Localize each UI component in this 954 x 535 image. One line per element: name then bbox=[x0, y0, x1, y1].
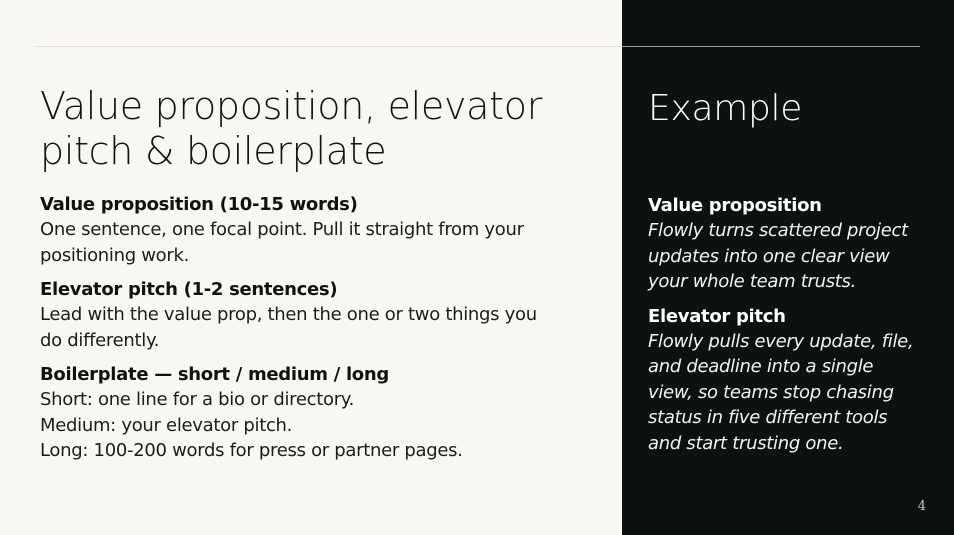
section-text: One sentence, one focal point. Pull it straight from your bbox=[40, 219, 524, 240]
example-title: Example bbox=[648, 88, 803, 129]
section-heading: Boilerplate — short / medium / long bbox=[40, 364, 389, 385]
example-heading: Value proposition bbox=[648, 195, 822, 216]
example-list bbox=[648, 193, 938, 465]
slide-title-line: Value proposition, elevator bbox=[40, 84, 543, 128]
example-text: and start trusting one. bbox=[648, 432, 844, 454]
example-text: view, so teams stop chasing bbox=[648, 381, 894, 403]
example-text: your whole team trusts. bbox=[648, 271, 857, 292]
section-text: Long: 100-200 words for press or partner pages. bbox=[40, 440, 463, 461]
slide-title-line: pitch & boilerplate bbox=[40, 129, 387, 173]
slide-title bbox=[40, 84, 600, 174]
example-text: status in five different tools bbox=[648, 407, 888, 428]
section-heading: Elevator pitch (1-2 sentences) bbox=[40, 279, 338, 300]
section-heading: Value proposition (10-15 words) bbox=[40, 194, 358, 215]
section-boilerplate bbox=[40, 362, 600, 464]
top-divider-left bbox=[34, 46, 622, 47]
example-heading: Elevator pitch bbox=[648, 305, 786, 327]
section-text: Medium: your elevator pitch. bbox=[40, 414, 293, 436]
section-text: positioning work. bbox=[40, 244, 190, 266]
section-text: Short: one line for a bio or directory. bbox=[40, 389, 355, 410]
example-text: Flowly turns scattered project bbox=[648, 220, 908, 241]
guidance-list bbox=[40, 192, 600, 473]
example-text: updates into one clear view bbox=[648, 245, 890, 267]
top-divider-right bbox=[622, 46, 920, 47]
example-elevator-pitch bbox=[648, 304, 938, 457]
example-value-proposition bbox=[648, 193, 938, 295]
example-text: and deadline into a single bbox=[648, 356, 874, 377]
page-number: 4 bbox=[917, 499, 926, 514]
section-elevator-pitch bbox=[40, 277, 600, 353]
section-value-proposition bbox=[40, 192, 600, 268]
section-text: do differently. bbox=[40, 329, 160, 351]
section-text: Lead with the value prop, then the one or two things you bbox=[40, 304, 537, 325]
example-text: Flowly pulls every update, file, bbox=[648, 330, 914, 352]
